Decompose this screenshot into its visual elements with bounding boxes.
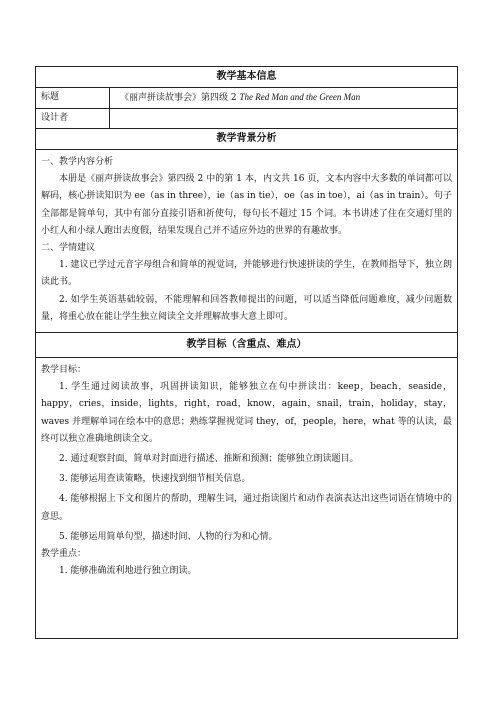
title-label: 标题	[36, 88, 110, 109]
title-value-en: The Red Man and the Green Man	[239, 92, 361, 102]
lesson-plan-page	[35, 66, 457, 639]
designer-label: 设计者	[36, 109, 110, 129]
background-body	[36, 150, 458, 333]
background-body-row	[36, 150, 458, 333]
goal-item-4: 4. 能够根据上下文和图片的帮助，理解生词，通过指读图片和动作表演表达出这些词语在情境中的意思。	[41, 494, 452, 522]
basic-info-heading: 教学基本信息	[36, 67, 458, 88]
title-value-cn: 《丽声拼读故事会》第四级 2	[120, 93, 240, 103]
designer-value	[110, 109, 458, 129]
title-row	[36, 88, 458, 109]
key-points-label: 教学重点：	[41, 549, 87, 560]
objectives-body	[36, 358, 458, 639]
advice-item-1: 1. 建议已学过元音字母组合和简单的视觉词，并能够进行快速拼读的学生，在教师指导下，独立朗读此书。	[41, 260, 452, 288]
goal-item-5: 5. 能够运用简单句型，描述时间、人物的行为和心情。	[59, 531, 278, 542]
goals-label: 教学目标：	[41, 365, 87, 376]
key-point-item-1: 1. 能够准确流利地进行独立朗读。	[59, 566, 197, 577]
goal-item-3: 3. 能够运用查读策略，快速找到细节相关信息。	[59, 474, 251, 485]
content-analysis-text: 本册是《丽声拼读故事会》第四级 2 中的第 1 本，内文共 16 页，文本内容中大多数的单词都可以解码，核心拼读知识为 ee（as in three），ie（as in tie），oe（as in toe），ai（as in train）。句子全部都是简单句，其中有部分直接引语和祈使句，每句长不超过 15 个词。本书讲述了住在交通灯里的小红人和小绿人跑出去度假，结果发现自己并不适应外边的世界的有趣故事。	[41, 174, 452, 236]
basic-info-header-row	[36, 67, 458, 88]
objectives-header-row	[36, 333, 458, 358]
advice-item-2: 2. 如学生英语基础较弱，不能理解和回答教师提出的问题，可以适当降低问题难度，减少问题数量，将重心放在能让学生独立阅读全文并理解故事大意上即可。	[41, 294, 452, 322]
designer-row	[36, 109, 458, 129]
background-heading: 教学背景分析	[36, 129, 458, 150]
objectives-heading: 教学目标（含重点、难点）	[36, 333, 458, 358]
background-header-row	[36, 129, 458, 150]
lesson-plan-table	[35, 66, 458, 639]
title-value	[110, 88, 458, 109]
goal-item-2: 2. 通过观察封面，简单对封面进行描述、推断和预测；能够独立朗读题目。	[59, 454, 359, 465]
goal-item-1: 1. 学生通过阅读故事，巩固拼读知识，能够独立在句中拼读出：keep，beach，seaside，happy，cries，inside，lights，right，road，know，again，snail，train，holiday，stay，waves 并理解单词在绘本中的意思；熟练掌握视觉词 they，of，people，here，what 等的认读，最终可以独立准确地朗读全文。	[41, 382, 452, 444]
objectives-body-row	[36, 358, 458, 639]
advice-title: 二、学情建议	[41, 243, 96, 254]
content-analysis-title: 一、教学内容分析	[41, 157, 114, 167]
